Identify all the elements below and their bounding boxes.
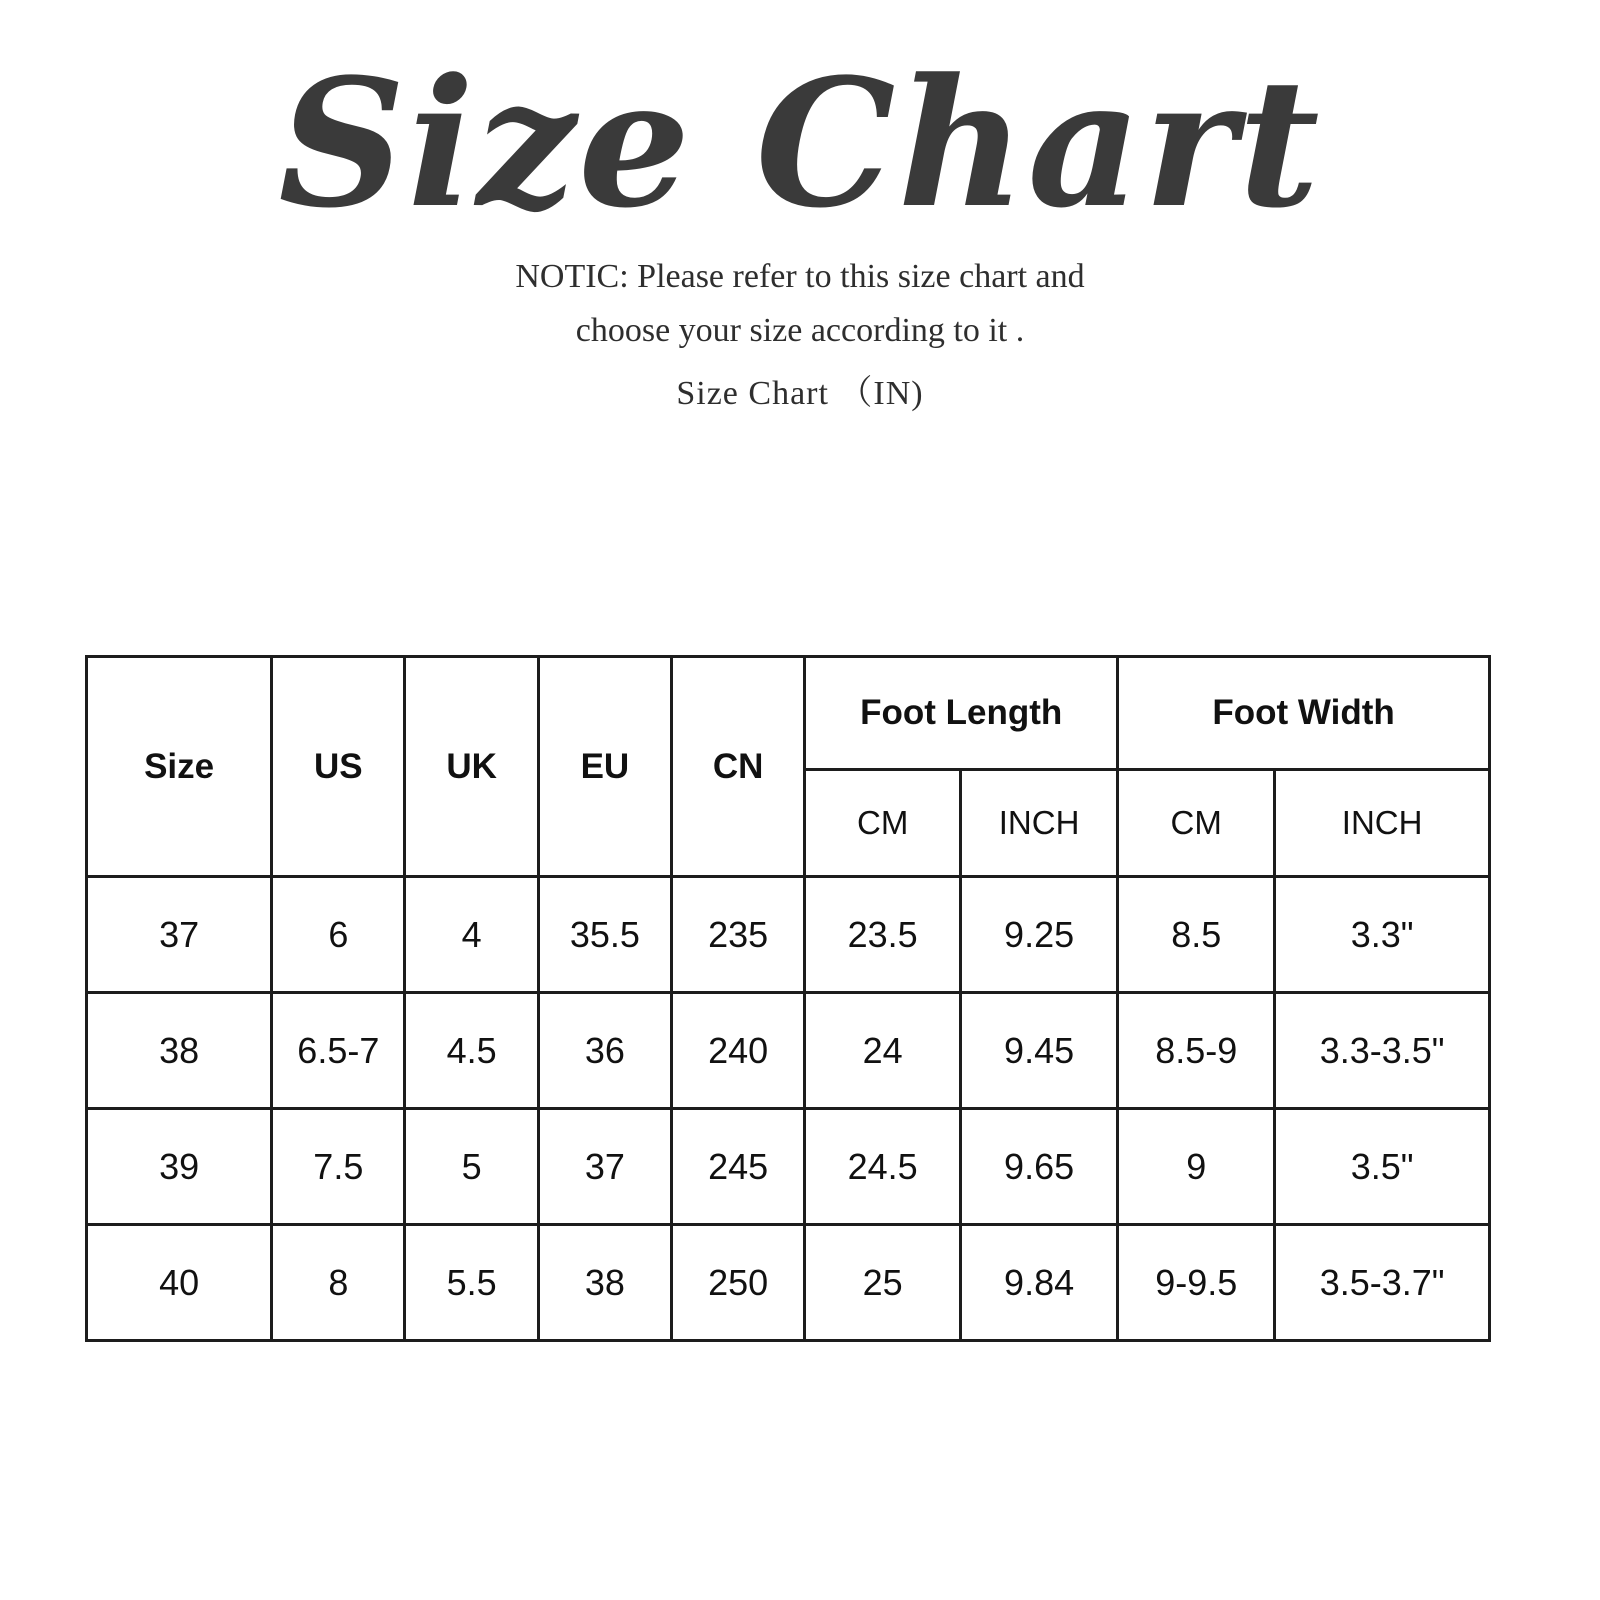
cell-foot-width-inch: 3.3" <box>1275 877 1490 993</box>
cell-foot-length-cm: 24 <box>805 993 961 1109</box>
cell-size: 40 <box>87 1225 272 1341</box>
cell-uk: 5.5 <box>405 1225 538 1341</box>
cell-foot-width-inch: 3.5" <box>1275 1109 1490 1225</box>
col-header-uk: UK <box>405 657 538 877</box>
col-header-foot-length-inch: INCH <box>961 770 1118 877</box>
cell-foot-width-cm: 8.5 <box>1118 877 1275 993</box>
table-row <box>87 1109 1490 1225</box>
cell-eu: 36 <box>538 993 671 1109</box>
cell-foot-width-cm: 8.5-9 <box>1118 993 1275 1109</box>
table-row <box>87 993 1490 1109</box>
cell-cn: 240 <box>672 993 805 1109</box>
cell-eu: 37 <box>538 1109 671 1225</box>
cell-uk: 4 <box>405 877 538 993</box>
notice-line-2: choose your size according to it . <box>575 312 1025 350</box>
cell-us: 7.5 <box>272 1109 405 1225</box>
table-row <box>87 877 1490 993</box>
table-body <box>87 877 1490 1341</box>
cell-foot-length-inch: 9.84 <box>961 1225 1118 1341</box>
cell-cn: 250 <box>672 1225 805 1341</box>
col-header-foot-width-cm: CM <box>1118 770 1275 877</box>
cell-foot-length-cm: 24.5 <box>805 1109 961 1225</box>
group-header-foot-width: Foot Width <box>1118 657 1490 770</box>
cell-uk: 5 <box>405 1109 538 1225</box>
notice-line-3: Size Chart （IN) <box>676 375 924 413</box>
page-title: Size Chart <box>278 40 1322 247</box>
cell-us: 6.5-7 <box>272 993 405 1109</box>
cell-cn: 245 <box>672 1109 805 1225</box>
cell-foot-width-inch: 3.5-3.7" <box>1275 1225 1490 1341</box>
table-header-row-1 <box>87 657 1490 770</box>
cell-foot-width-cm: 9-9.5 <box>1118 1225 1275 1341</box>
size-table-container <box>85 655 1491 1342</box>
cell-cn: 235 <box>672 877 805 993</box>
cell-foot-length-cm: 25 <box>805 1225 961 1341</box>
notice-block <box>0 251 1600 421</box>
col-header-cn: CN <box>672 657 805 877</box>
table-row <box>87 1225 1490 1341</box>
table-header <box>87 657 1490 877</box>
col-header-us: US <box>272 657 405 877</box>
col-header-eu: EU <box>538 657 671 877</box>
cell-us: 6 <box>272 877 405 993</box>
cell-us: 8 <box>272 1225 405 1341</box>
col-header-foot-width-inch: INCH <box>1275 770 1490 877</box>
cell-size: 39 <box>87 1109 272 1225</box>
cell-size: 37 <box>87 877 272 993</box>
group-header-foot-length: Foot Length <box>805 657 1118 770</box>
notice-line-1: NOTIC: Please refer to this size chart and <box>515 257 1085 295</box>
col-header-foot-length-cm: CM <box>805 770 961 877</box>
cell-foot-length-inch: 9.25 <box>961 877 1118 993</box>
cell-foot-length-cm: 23.5 <box>805 877 961 993</box>
cell-eu: 35.5 <box>538 877 671 993</box>
cell-eu: 38 <box>538 1225 671 1341</box>
cell-uk: 4.5 <box>405 993 538 1109</box>
size-table <box>85 655 1491 1342</box>
cell-foot-length-inch: 9.45 <box>961 993 1118 1109</box>
cell-foot-width-inch: 3.3-3.5" <box>1275 993 1490 1109</box>
cell-foot-length-inch: 9.65 <box>961 1109 1118 1225</box>
cell-size: 38 <box>87 993 272 1109</box>
cell-foot-width-cm: 9 <box>1118 1109 1275 1225</box>
col-header-size: Size <box>87 657 272 877</box>
